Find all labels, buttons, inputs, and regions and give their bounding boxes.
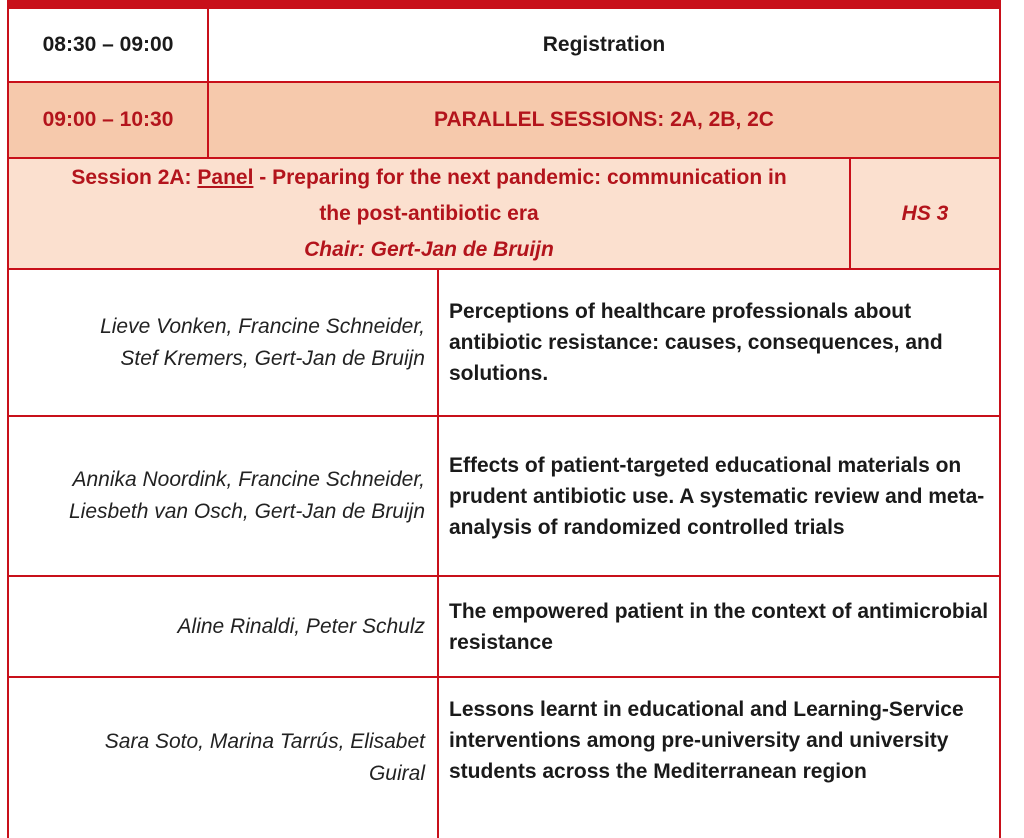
talk-title: Perceptions of healthcare professionals about antibiotic resistance: causes, consequences, and solutions. <box>449 300 943 385</box>
session-type-link: Panel <box>197 165 254 189</box>
talk-authors-line: Sara Soto, Marina Tarrús, Elisabet <box>104 730 425 753</box>
session-info-cell <box>9 159 851 268</box>
session-chair: Chair: Gert-Jan de Bruijn <box>304 237 554 261</box>
talk-title: Effects of patient-targeted educational materials on prudent antibiotic use. A systematic review and meta-analysis of randomized controlled trials <box>449 453 985 539</box>
talk-authors-cell <box>9 577 439 676</box>
talk-row <box>7 270 1001 417</box>
registration-label-cell <box>209 9 999 81</box>
top-accent-bar <box>7 0 1001 9</box>
talk-row <box>7 678 1001 838</box>
session-header-row <box>7 159 1001 270</box>
parallel-label-cell <box>209 83 999 157</box>
session-title-part: - Preparing for the next pandemic: communication in <box>253 165 787 189</box>
session-prefix: Session 2A: <box>71 165 198 189</box>
talk-authors-cell <box>9 417 439 575</box>
talk-title-cell <box>439 678 999 838</box>
talk-title: Lessons learnt in educational and Learning-Service interventions among pre-university and university students across the Mediterranean region <box>449 698 964 783</box>
talk-authors-cell <box>9 678 439 838</box>
talk-authors-line: Liesbeth van Osch, Gert-Jan de Bruijn <box>68 500 425 523</box>
talk-authors-line: Guiral <box>368 762 425 785</box>
registration-time: 08:30 – 09:00 <box>42 33 174 56</box>
talk-title-cell <box>439 417 999 575</box>
registration-row <box>7 9 1001 83</box>
talk-title: The empowered patient in the context of antimicrobial resistance <box>449 599 989 654</box>
talk-authors-line: Aline Rinaldi, Peter Schulz <box>177 614 425 638</box>
talk-authors-cell <box>9 270 439 415</box>
registration-label: Registration <box>542 33 666 56</box>
parallel-label: PARALLEL SESSIONS: 2A, 2B, 2C <box>434 108 774 131</box>
talk-authors-line: Annika Noordink, Francine Schneider, <box>72 468 425 491</box>
talk-row <box>7 417 1001 577</box>
talk-row <box>7 577 1001 678</box>
parallel-time-cell <box>9 83 209 157</box>
parallel-sessions-row <box>7 83 1001 159</box>
talk-authors-line: Lieve Vonken, Francine Schneider, <box>100 314 425 338</box>
session-room: HS 3 <box>901 201 949 225</box>
registration-time-cell <box>9 9 209 81</box>
talk-title-cell <box>439 577 999 676</box>
parallel-time: 09:00 – 10:30 <box>42 108 174 131</box>
talk-title-cell <box>439 270 999 415</box>
session-title-line-1 <box>71 160 786 196</box>
session-room-cell <box>851 159 999 268</box>
talk-authors-line: Stef Kremers, Gert-Jan de Bruijn <box>120 346 425 370</box>
session-title-line-2: the post-antibiotic era <box>319 201 539 225</box>
